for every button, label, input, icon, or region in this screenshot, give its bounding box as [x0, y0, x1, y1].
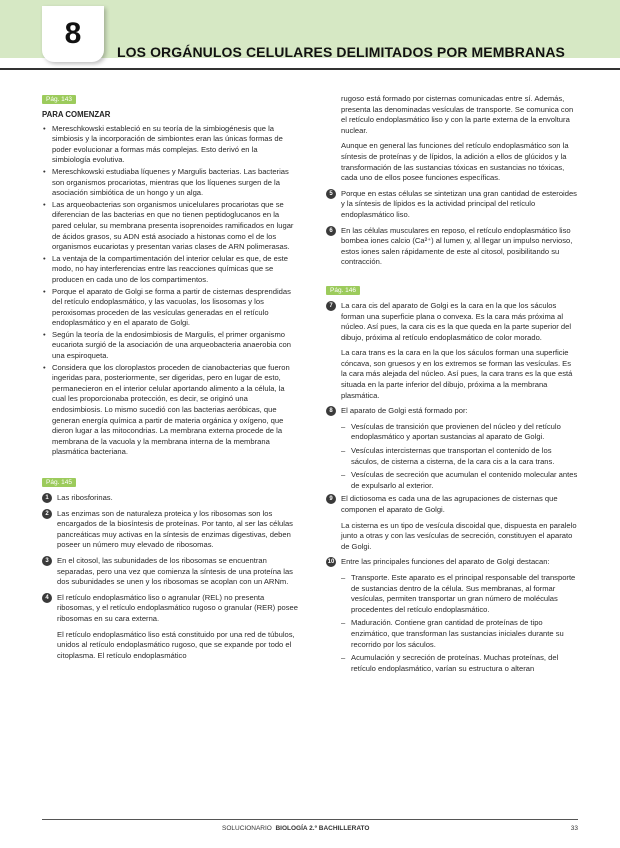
dash-item: – Vesículas de secreción que acumulan el contenido molecular antes de expulsarlo al exterior. — [341, 470, 578, 491]
footer-solucionario: SOLUCIONARIO — [222, 825, 272, 832]
answer-number-badge: 7 — [326, 301, 336, 311]
dash-list — [326, 573, 578, 674]
bullet-item: • La ventaja de la compartimentación del interior celular es que, de este modo, no hay interferencias entre las reacciones químicas que se producen en cada uno de los compartimentos. — [42, 254, 298, 286]
answer-text: El retículo endoplasmático liso o agranular (REL) no presenta ribosomas, y el retículo endoplasmático rugoso o granular (RER) posee ribosomas en su cara externa. — [57, 592, 299, 623]
page-tag: Pág. 143 — [42, 95, 76, 104]
answer-text: En las células musculares en reposo, el retículo endoplasmático liso bombea iones calcio (Ca²⁺) al lumen y, al llegar un impulso nervioso, estos iones salen rápidamente de este al citosol, posibilitando su contracción. — [341, 225, 573, 267]
page-tag: Pág. 146 — [326, 286, 360, 295]
answer-number-badge: 4 — [42, 593, 52, 603]
left-column — [42, 94, 298, 666]
answer-text: En el citosol, las subunidades de los ribosomas se encuentran separadas, pero una vez que comienza la síntesis de una proteína las dos subunidades se unen y los ribosomas se acoplan con un ARNm. — [57, 555, 293, 587]
dash-item: – Vesículas intercisternas que transportan el contenido de los sáculos, de cisterna a cisterna, de la cara cis a la cara trans. — [341, 446, 578, 467]
header-divider — [0, 68, 620, 70]
answer-paragraph: El retículo endoplasmático liso está constituido por una red de túbulos, unidos al retículo endoplasmático rugoso, que se expande por todo el citoplasma. El retículo endoplasmático — [57, 629, 295, 660]
answer-text: Entre las principales funciones del aparato de Golgi destacan: — [341, 557, 550, 567]
dash-item: – Maduración. Contiene gran cantidad de proteínas de tipo enzimático, que transforman las sustancias iniciales durante su recorrido por los sáculos. — [341, 618, 578, 650]
footer-label — [222, 825, 369, 832]
answer-text: Las ribosforinas. — [57, 493, 113, 502]
footer-divider — [42, 819, 578, 820]
answer-number-badge: 3 — [42, 556, 52, 566]
answer-paragraph: La cisterna es un tipo de vesícula discoidal que, dispuesta en paralelo junto a otras y con las vesículas de secreción, constituyen el aparato de Golgi. — [341, 520, 577, 551]
answer-text: Las enzimas son de naturaleza proteica y los ribosomas son los encargados de la biosíntesis de proteínas. Por tanto, al ser las células pancreáticas muy activas en la síntesis de enzimas digestivas, deben poseer un número muy elevado de ribosomas. — [57, 508, 293, 550]
dash-item: – Transporte. Este aparato es el principal responsable del transporte de sustancias dentro de la célula. Sus membranas, al formar vesículas, permiten transportar un gran número de moléculas procedentes del retículo endoplasmático. — [341, 573, 578, 615]
dash-item: – Vesículas de transición que provienen del núcleo y del retículo endoplasmático y aportan sustancias al aparato de Golgi. — [341, 422, 578, 443]
page-number: 33 — [570, 825, 578, 832]
bullet-item: • Mereschkowski estableció en su teoría de la simbiogénesis que la simbiosis y la incorporación de simbiontes eran las únicas formas de poder evolucionar a formas más complejas. Esto derivó en la simbiología evolutiva. — [42, 124, 298, 166]
chapter-number-tab: 8 — [42, 6, 104, 62]
bullet-item: • Las arqueobacterias son organismos unicelulares procariotas que se diferencian de las bacterias en que no tienen peptidoglucanos en la pared celular, su membrana presenta isoprenoides ramificados en lugar de ácidos grasos, su ADN está asociado a histonas como el de los organismos eucariotas y presentan varias clases de ARN polimerasas. — [42, 200, 298, 253]
answer-item — [326, 557, 578, 568]
answer-paragraph: La cara trans es la cara en la que los sáculos forman una superficie cóncava, son gruesos y en los extremos se forman las vesículas. Es la cara más alejada del núcleo. Así pues, la cara trans es la que está situada en la parte inferior del dibujo, próxima a la membrana plasmática. — [341, 348, 573, 400]
answer-item — [326, 189, 578, 221]
answer-number-badge: 10 — [327, 559, 335, 566]
right-column — [326, 94, 578, 677]
answer-item — [42, 593, 298, 625]
bullet-list — [42, 124, 298, 458]
chapter-title: LOS ORGÁNULOS CELULARES DELIMITADOS POR MEMBRANAS — [117, 44, 565, 60]
answer-text: La cara cis del aparato de Golgi es la cara en la que los sáculos forman una superficie plana o convexa. Es la cara más próxima al núcleo. Así pues, la cara cis es la que queda en la parte superior del dibujo, próxima al retículo endoplasmático de color morado. — [341, 300, 572, 342]
answer-number-badge: 9 — [326, 494, 336, 504]
dash-list — [326, 422, 578, 492]
dash-item: – Acumulación y secreción de proteínas. Muchas proteínas, del retículo endoplasmático, varían su estructura o alteran — [341, 653, 578, 674]
answer-item — [42, 556, 298, 588]
answer-number-badge: 6 — [326, 226, 336, 236]
bullet-item: • Mereschkowski estudiaba líquenes y Margulis bacterias. Las bacterias son organismos procariotas, mientras que los líquenes surgen de la asociación simbiótica de un hongo y un alga. — [42, 167, 298, 199]
answer-text: El dictiosoma es cada una de las agrupaciones de cisternas que componen el aparato de Golgi. — [341, 494, 558, 514]
answer-item — [42, 509, 298, 551]
footer-subject: BIOLOGÍA 2.º BACHILLERATO — [275, 825, 370, 832]
answer-number-badge: 5 — [326, 189, 336, 199]
answer-item — [42, 493, 298, 504]
answer-paragraph: rugoso está formado por cisternas comunicadas entre sí. Además, presenta las denominadas vesículas de transporte. Se comunica con el retículo endoplasmático liso y con la parte externa de la envoltura nuclear. — [341, 94, 574, 135]
bullet-item: • Según la teoría de la endosimbiosis de Margulis, el primer organismo eucariota surgió de la asociación de una arqueobacteria anaerobia con una espiroqueta. — [42, 330, 298, 362]
bullet-item: • Considera que los cloroplastos proceden de cianobacterias que fueron ingeridas para, posteriormente, ser digeridas, pero en lugar de esto, permanecieron en el interior celular aportando alimento a la célula, la cual les proporcionaba protección, es decir, se originó una endosimbiosis. Lo mismo sucedió con las bacterias aeróbicas, que generan energía química a partir de materia orgánica y oxígeno, que dieron lugar a las mitocondrias. La membrana externa procede de la membrana de la vacuola y la membrana interna de la membrana plasmática bacteriana. — [42, 363, 298, 458]
answer-paragraph: Aunque en general las funciones del retículo endoplasmático son la síntesis de proteínas y de lípidos, la adición a ellos de glúcidos y la transformación de las sustancias tóxicas en sustancias no tóxicas, cada uno de ellos posee funciones específicas. — [341, 141, 569, 183]
bullet-item: • Porque el aparato de Golgi se forma a partir de cisternas desprendidas del retículo endoplasmático, y las vacuolas, los lisosomas y los peroxisomas proceden de las vesículas generadas en el retículo endoplasmático y en el aparato de Golgi. — [42, 287, 298, 329]
answer-item — [326, 226, 578, 268]
page-tag: Pág. 145 — [42, 478, 76, 487]
answer-number-badge: 1 — [42, 493, 52, 503]
answer-number-badge: 2 — [42, 509, 52, 519]
answer-item — [326, 301, 578, 343]
answer-text: Porque en estas células se sintetizan una gran cantidad de esteroides y la síntesis de lípidos es la actividad principal del retículo endoplasmático liso. — [341, 188, 577, 219]
answer-text: El aparato de Golgi está formado por: — [341, 406, 468, 416]
answer-number-badge: 8 — [326, 406, 336, 416]
section-heading: PARA COMENZAR — [42, 110, 111, 119]
answer-item — [326, 406, 578, 417]
answer-item — [326, 494, 578, 515]
